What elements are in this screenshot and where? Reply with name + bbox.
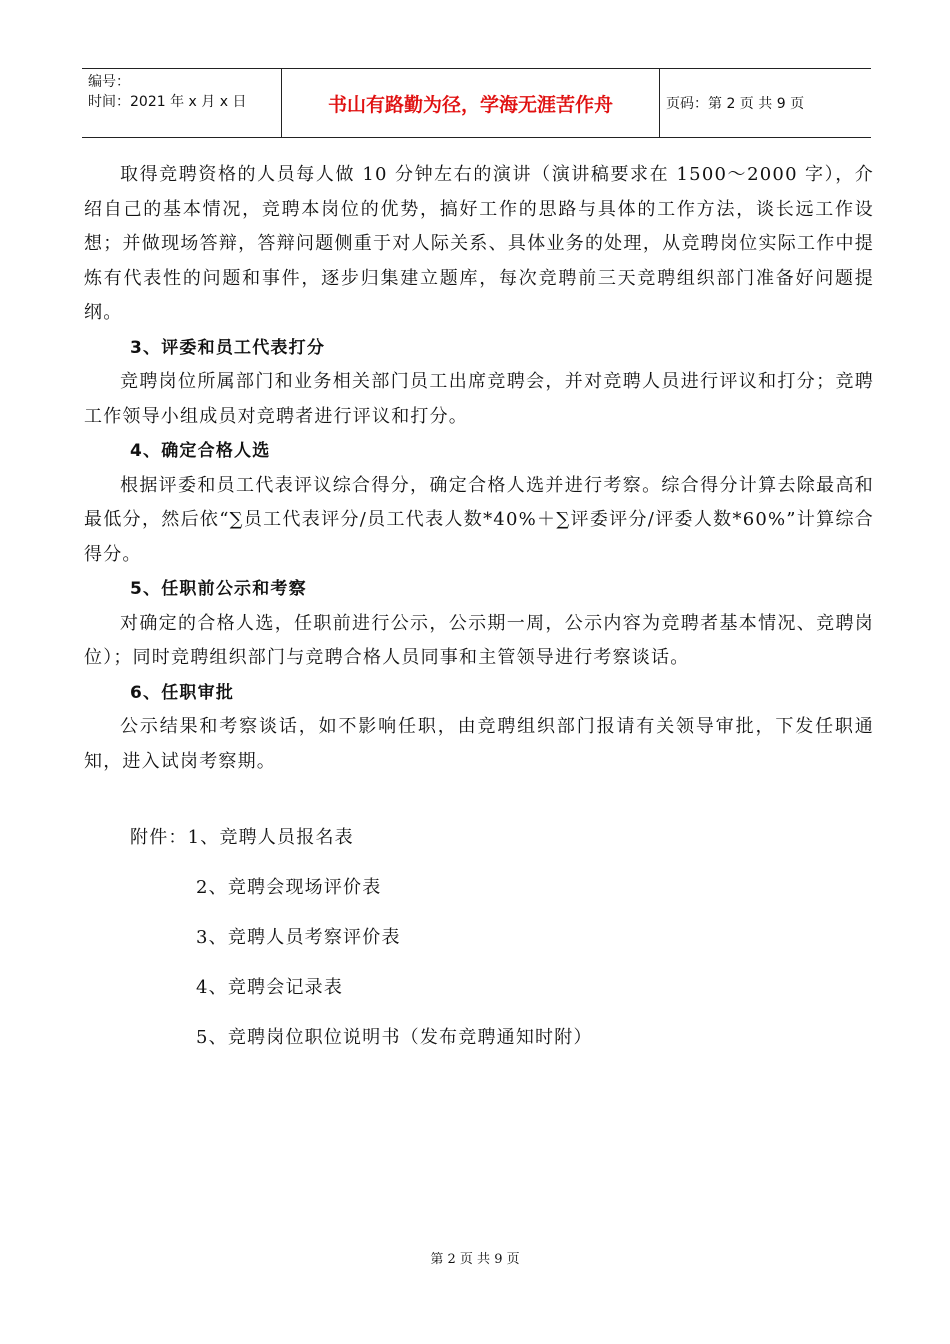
paragraph-speech: 取得竞聘资格的人员每人做 10 分钟左右的演讲（演讲稿要求在 1500～2000 字），介绍自己的基本情况，竞聘本岗位的优势，搞好工作的思路与具体的工作方法，谈长远工作设想；并做现场答辩，答辩问题侧重于对人际关系、具体业务的处理，从竞聘岗位实际工作中提炼有代表性的问题和事件，逐步归集建立题库，每次竞聘前三天竞聘组织部门准备好问题提纲。 xyxy=(84,164,874,323)
heading-scoring: 3、评委和员工代表打分 xyxy=(130,337,326,358)
heading-candidates: 4、确定合格人选 xyxy=(130,441,271,461)
page-info: 页码：第 2 页 共 9 页 xyxy=(666,96,805,112)
number-label: 编号： xyxy=(88,74,130,90)
attachment-item: 2、竞聘会现场评价表 xyxy=(196,877,382,898)
attachments-list xyxy=(84,813,874,1063)
attachment-item: 5、竞聘岗位职位说明书（发布竞聘通知时附） xyxy=(196,1027,593,1048)
attachment-item: 附件：1、竞聘人员报名表 xyxy=(130,827,354,848)
page-footer: 第 2 页 共 9 页 xyxy=(430,1252,520,1267)
attachment-item: 4、竞聘会记录表 xyxy=(196,977,344,998)
paragraph-publicity: 对确定的合格人选，任职前进行公示，公示期一周，公示内容为竞聘者基本情况、竞聘岗位）；同时竞聘组织部门与竞聘合格人员同事和主管领导进行考察谈话。 xyxy=(84,612,874,668)
page-header xyxy=(82,68,871,138)
paragraph-approval: 公示结果和考察谈话，如不影响任职，由竞聘组织部门报请有关领导审批，下发任职通知，进入试岗考察期。 xyxy=(84,716,874,772)
date-line: 时间：2021 年 x 月 x 日 xyxy=(88,94,247,110)
heading-publicity: 5、任职前公示和考察 xyxy=(130,579,307,599)
attachment-item: 3、竞聘人员考察评价表 xyxy=(196,927,401,948)
heading-approval: 6、任职审批 xyxy=(130,682,235,703)
spacer xyxy=(84,779,874,813)
document-body xyxy=(84,158,874,1063)
attachments-label: 附件： xyxy=(130,827,188,848)
motto: 书山有路勤为径，学海无涯苦作舟 xyxy=(282,69,660,137)
paragraph-candidates: 根据评委和员工代表评议综合得分，确定合格人选并进行考察。综合得分计算去除最高和最低分，然后依“∑员工代表评分/员工代表人数*40%＋∑评委评分/评委人数*60%”计算综合得分。 xyxy=(84,474,874,565)
header-meta xyxy=(82,69,282,137)
paragraph-scoring: 竞聘岗位所属部门和业务相关部门员工出席竞聘会，并对竞聘人员进行评议和打分；竞聘工作领导小组成员对竞聘者进行评议和打分。 xyxy=(84,371,874,427)
